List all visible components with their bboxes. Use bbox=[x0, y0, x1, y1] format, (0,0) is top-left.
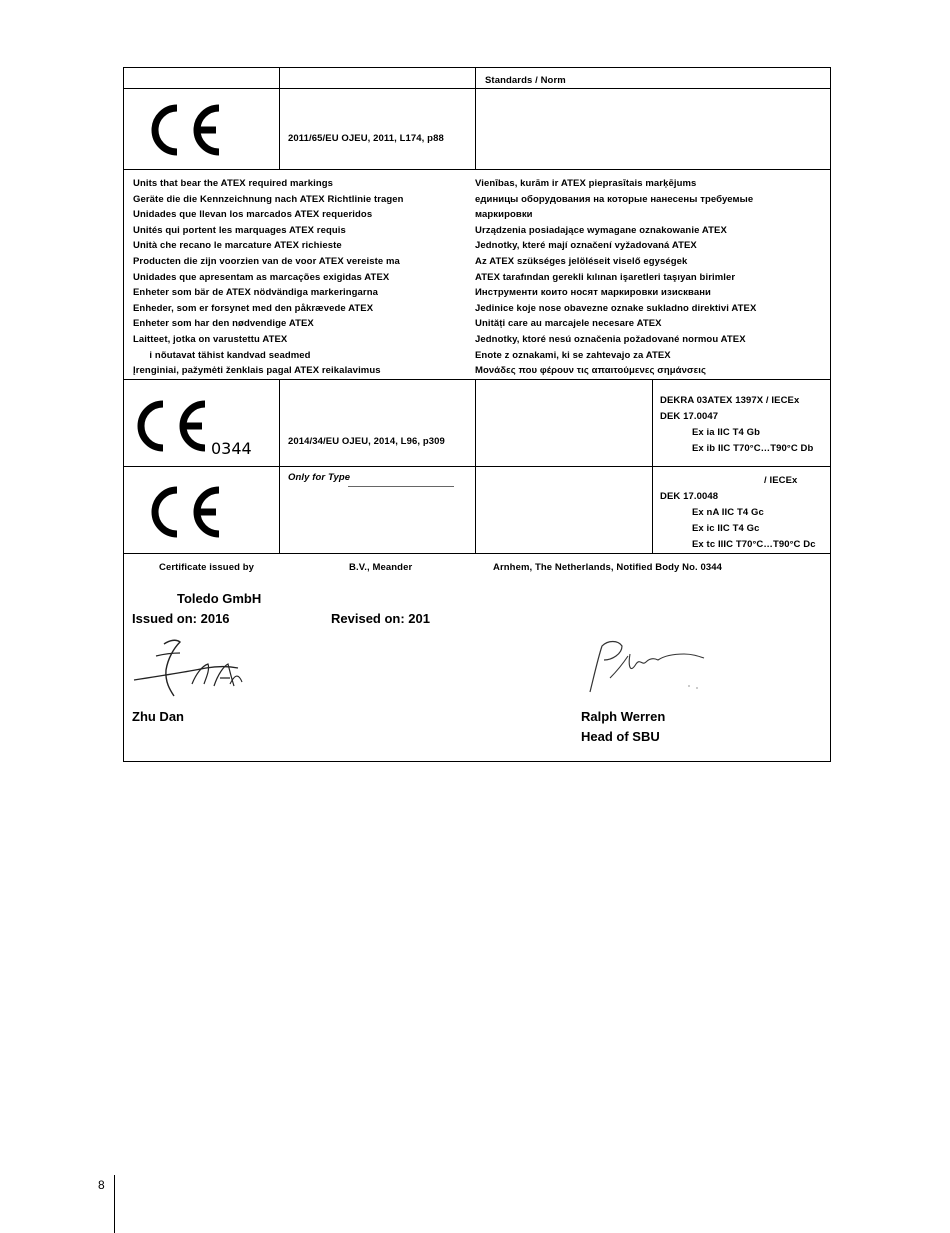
ce-mark-icon bbox=[130, 394, 210, 458]
notified-body-location: Arnhem, The Netherlands, Notified Body No. 0344 bbox=[493, 562, 723, 573]
directive-2014: 2014/34/EU OJEU, 2014, L96, p309 bbox=[288, 436, 445, 447]
atex-line: маркировки bbox=[475, 209, 533, 221]
notified-body-number: 0344 bbox=[211, 439, 252, 458]
only-for-type: Only for Type bbox=[288, 472, 351, 483]
atex-line: Enheter som har den nødvendige ATEX bbox=[133, 318, 314, 330]
atex-line: Geräte die die Kennzeichnung nach ATEX Richtlinie tragen bbox=[133, 193, 404, 205]
atex-line: Enheter som bär de ATEX nödvändiga markeringarna bbox=[133, 287, 378, 299]
cert-line: Ex ia IIC T4 Gb bbox=[692, 427, 761, 438]
atex-line: Producten die zijn voorzien van de voor ATEX vereiste ma bbox=[133, 255, 400, 267]
atex-line: Enote z oznakami, ki se zahtevajo za ATEX bbox=[475, 349, 671, 361]
signer-right-name: Ralph Werren bbox=[581, 709, 666, 724]
rule bbox=[652, 379, 653, 553]
underline bbox=[348, 486, 454, 487]
certificate-issued-by: Certificate issued by bbox=[159, 562, 255, 573]
ce-mark-icon bbox=[144, 98, 224, 162]
atex-line: Jednotky, které mají označení vyžadovaná ATEX bbox=[475, 240, 697, 252]
rule bbox=[124, 553, 830, 554]
bv-meander: B.V., Meander bbox=[349, 562, 413, 573]
atex-line: Įrenginiai, pažymėti ženklais pagal ATEX reikalavimus bbox=[133, 365, 381, 377]
atex-line: Unidades que apresentam as marcações exigidas ATEX bbox=[133, 271, 390, 283]
atex-line: Laitteet, jotka on varustettu ATEX bbox=[133, 333, 288, 345]
standards-label: Standards / Norm bbox=[485, 75, 566, 86]
rule bbox=[279, 379, 280, 553]
cert-line: Ex tc IIIC T70°C…T90°C Dc bbox=[692, 539, 816, 550]
atex-line: Unità che recano le marcature ATEX richieste bbox=[133, 240, 342, 252]
atex-lines-right bbox=[475, 176, 756, 379]
rule bbox=[124, 88, 830, 89]
cert-line: Ex ib IIC T70°C…T90°C Db bbox=[692, 443, 814, 454]
atex-line: Jedinice koje nose obavezne oznake sukladno direktivi ATEX bbox=[475, 302, 757, 314]
atex-line: единицы оборудования на которые нанесены требуемые bbox=[475, 193, 754, 205]
atex-lines-left bbox=[133, 176, 404, 379]
atex-line: Urządzenia posiadające wymagane oznakowanie ATEX bbox=[475, 224, 727, 236]
atex-line: Unidades que llevan los marcados ATEX requeridos bbox=[133, 209, 373, 221]
directive-2011: 2011/65/EU OJEU, 2011, L174, p88 bbox=[288, 133, 444, 144]
ce-mark-icon bbox=[144, 480, 224, 544]
signer-left-name: Zhu Dan bbox=[132, 709, 184, 724]
atex-line: Enheder, som er forsynet med den påkrævede ATEX bbox=[133, 302, 374, 314]
atex-line: Unités qui portent les marquages ATEX requis bbox=[133, 224, 346, 236]
rule bbox=[124, 466, 830, 467]
rule bbox=[279, 68, 280, 169]
cert-line: / IECEx bbox=[764, 475, 798, 486]
atex-line: Units that bear the ATEX required markings bbox=[133, 178, 334, 189]
revised-on: Revised on: 201 bbox=[331, 611, 430, 626]
atex-line: Vienības, kurām ir ATEX pieprasītais marķējums bbox=[475, 178, 697, 189]
rule bbox=[124, 169, 830, 170]
atex-line: Μονάδες που φέρουν τις απαιτούμενες σημάνσεις bbox=[475, 365, 706, 377]
page-margin-rule bbox=[114, 1175, 115, 1233]
rule bbox=[475, 379, 476, 553]
cert-line: DEK 17.0048 bbox=[660, 491, 719, 502]
atex-line: Jednotky, ktoré nesú označenia požadované normou ATEX bbox=[475, 333, 746, 345]
signer-right-title: Head of SBU bbox=[581, 729, 660, 744]
atex-line: Az ATEX szükséges jelöléseit viselő egységek bbox=[475, 255, 688, 267]
atex-line: Инструменти които носят маркировки изисквани bbox=[475, 287, 711, 299]
cert-line: Ex ic IIC T4 Gc bbox=[692, 523, 760, 534]
cert-line: DEK 17.0047 bbox=[660, 411, 719, 422]
cert-line: DEKRA 03ATEX 1397X / IECEx bbox=[660, 395, 800, 406]
company-name: Toledo GmbH bbox=[177, 591, 262, 606]
page-number: 8 bbox=[98, 1178, 105, 1192]
atex-line: Unități care au marcajele necesare ATEX bbox=[475, 318, 662, 330]
atex-line: ATEX tarafından gerekli kılınan işaretleri taşıyan birimler bbox=[475, 271, 736, 283]
rule bbox=[124, 379, 830, 380]
signature-ralph-werren bbox=[584, 636, 714, 696]
signature-zhu-dan bbox=[130, 636, 248, 700]
atex-line: i nõutavat tähist kandvad seadmed bbox=[133, 349, 311, 361]
declaration-table bbox=[123, 67, 831, 762]
issued-on: Issued on: 2016 bbox=[132, 611, 230, 626]
cert-line: Ex nA IIC T4 Gc bbox=[692, 507, 764, 518]
rule bbox=[475, 68, 476, 169]
